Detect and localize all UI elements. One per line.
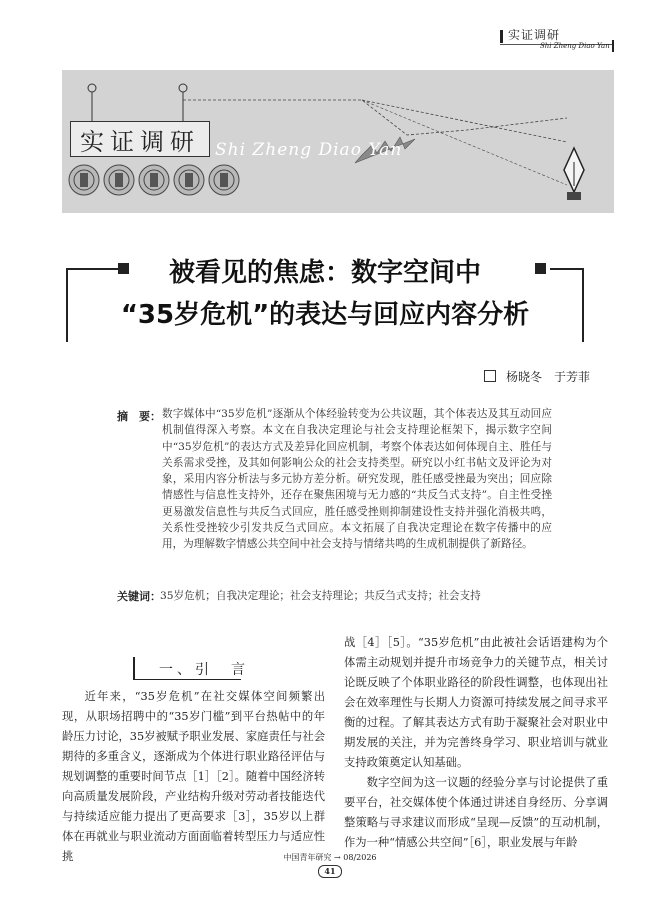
intro-heading-rule <box>133 679 241 680</box>
intro-heading-bar <box>133 657 135 679</box>
keywords-text: 35岁危机；自我决定理论；社会支持理论；共反刍式支持；社会支持 <box>160 590 481 602</box>
paragraph: 近年来，“35岁危机”在社交媒体空间频繁出现，从职场招聘中的“35岁门槛”到平台热帖中的年龄压力讨论，35岁被赋予职业发展、家庭责任与社会期待的多重含义，逐渐成为个体进行职业路径评估与规划调整的重要时间节点［1］［2］。随着中国经济转向高质量发展阶段，产业结构升级对劳动者技能迭代与持续适应能力提出了更高要求［3］，35岁以上群体在再就业与职业流动方面面临着转型压力与适应性挑 <box>62 690 325 863</box>
page-number: 41 <box>318 865 342 878</box>
running-header <box>500 26 618 56</box>
author-box-icon <box>484 370 496 382</box>
running-header-section: 实证调研 <box>508 28 561 42</box>
author-line <box>484 368 590 385</box>
abstract-text: 数字媒体中“35岁危机”逐渐从个体经验转变为公共议题，其个体表达及其互动回应机制值得深入考察。本文在自我决定理论与社会支持理论框架下，揭示数字空间中“35岁危机”的表达方式及差异化回应机制，考察个体表达如何体现自主、胜任与关系需求受挫，及其如何影响公众的社会支持类型。研究以小红书帖文及评论为对象，采用内容分析法与多元协方差分析。研究发现，胜任感受挫最为突出；回应除情感性与信息性支持外，还存在聚焦困境与无力感的“共反刍式支持”。自主性受挫更易激发信息性与共反刍式回应，胜任感受挫则抑制建设性支持并强化消极共鸣，关系性受挫较少引发共反刍式回应。本文拓展了自我决定理论在数字传播中的应用，为理解数字情感公共空间中社会支持与情绪共鸣的生成机制提供了新路径。 <box>162 408 552 551</box>
banner-pinyin: Shi Zheng Diao Yan <box>215 140 403 160</box>
page-footer <box>255 852 405 878</box>
running-header-pinyin: Shi Zheng Diao Yan <box>540 42 610 50</box>
article-title-line1: 被看见的焦虑：数字空间中 <box>168 258 481 288</box>
banner-section-title-text: 实证调研 <box>80 127 200 156</box>
intro-heading <box>133 659 249 681</box>
paragraph: 数字空间为这一议题的经验分享与讨论提供了重要平台，社交媒体使个体通过讲述自身经历、分享调整策略与寻求建议而形成“呈现—反馈”的互动机制，作为一种“情感公共空间”［6］，职业发展与年龄 <box>344 776 608 849</box>
intro-heading-text: 一、引 言 <box>159 662 249 678</box>
keywords-label: 关键词： <box>117 590 161 603</box>
paragraph: 战［4］［5］。“35岁危机”由此被社会话语建构为个体需主动规划并提升市场竞争力的关键节点，相关讨论既反映了个体职业路径的阶段性调整，也体现出社会在效率理性与长期人力资源可持续发展之间寻求平衡的过程。了解其表达方式有助于凝聚社会对职业中期发展的关注，并为完善终身学习、职业培训与就业支持政策奠定认知基础。 <box>344 636 608 769</box>
body-column-right <box>344 633 608 853</box>
footer-journal: 中国青年研究 → 08/2026 <box>283 853 377 862</box>
authors: 杨晓冬 于芳菲 <box>506 370 591 384</box>
header-bar-left <box>500 30 503 43</box>
header-bar-right <box>612 40 614 52</box>
article-title-line2: “35岁危机”的表达与回应内容分析 <box>120 300 530 330</box>
body-column-left <box>62 687 325 867</box>
banner-section-title <box>70 121 210 157</box>
abstract-label: 摘 要： <box>117 410 161 423</box>
